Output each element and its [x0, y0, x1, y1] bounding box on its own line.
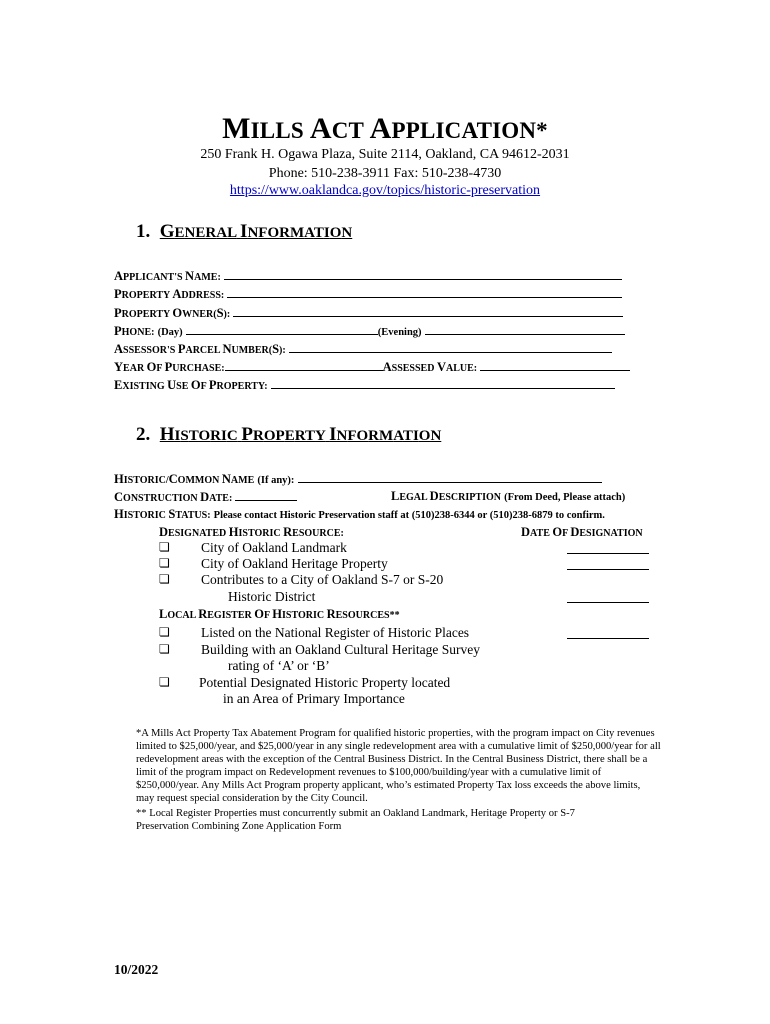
footnote-line: ** Local Register Properties must concurrently submit an Oakland Landmark, Heritage Property or S-7 [136, 808, 575, 819]
section-title: GENERAL INFORMATION [159, 221, 353, 242]
existing-use-row [114, 377, 615, 393]
assessed-value-field[interactable] [480, 359, 630, 371]
historic-name-row [114, 471, 602, 487]
heritage-property-date-field[interactable] [567, 557, 649, 570]
designated-heading: DESIGNATED HISTORIC RESOURCE: [159, 525, 344, 539]
historic-name-field[interactable] [298, 471, 602, 483]
applicant-name-field[interactable] [224, 268, 622, 280]
landmark-checkbox[interactable]: ❏ [159, 540, 170, 554]
construction-date-field[interactable] [235, 489, 297, 501]
heritage-property-checkbox[interactable]: ❏ [159, 556, 170, 570]
phone-label: PHONE: [114, 324, 155, 338]
section-general-information [136, 221, 352, 243]
footnote-line: may request special consideration by the City Council. [136, 793, 368, 804]
potential-designated-checkbox[interactable]: ❏ [159, 675, 170, 689]
phone-evening-label: (Evening) [377, 327, 422, 338]
applicant-name-label: APPLICANT'S NAME: [114, 269, 221, 283]
phone-day-label: (Day) [157, 327, 183, 338]
national-register-label: Listed on the National Register of Historic Places [201, 625, 470, 640]
existing-use-label: EXISTING USE OF PROPERTY: [114, 378, 268, 392]
survey-rating-label-cont: rating of ‘A’ or ‘B’ [228, 658, 330, 673]
construction-date-row [114, 489, 297, 505]
date-of-designation-heading: DATE OF DESIGNATION [521, 525, 643, 539]
property-owner-row [114, 305, 623, 321]
national-register-checkbox[interactable]: ❏ [159, 625, 170, 639]
phone-day-field[interactable] [186, 323, 378, 335]
section-historic-property [136, 424, 441, 446]
applicant-name-row [114, 268, 622, 284]
existing-use-field[interactable] [271, 377, 615, 389]
website-link[interactable]: https://www.oaklandca.gov/topics/historic-preservation [229, 183, 541, 198]
footnote-line: limited to $25,000/year, and $25,000/year in any single redevelopment area with a cumulative limit of $250,000/year for all [136, 741, 661, 752]
heritage-property-label: City of Oakland Heritage Property [201, 556, 388, 571]
survey-rating-checkbox[interactable]: ❏ [159, 642, 170, 656]
historic-status-row [114, 507, 605, 522]
year-of-purchase-label: YEAR OF PURCHASE: [114, 360, 225, 374]
phone-fax: Phone: 510-238-3911 Fax: 510-238-4730 [268, 166, 502, 181]
section-title: HISTORIC PROPERTY INFORMATION [159, 424, 442, 445]
property-owner-field[interactable] [233, 305, 623, 317]
footnote-line: *A Mills Act Property Tax Abatement Program for qualified historic properties, with the program impact on City revenues [136, 728, 655, 739]
district-date-field[interactable] [567, 590, 649, 603]
office-address: 250 Frank H. Ogawa Plaza, Suite 2114, Oakland, CA 94612-2031 [200, 147, 570, 162]
potential-designated-label: Potential Designated Historic Property located [199, 675, 451, 690]
section-number: 1. [136, 221, 151, 242]
year-of-purchase-field[interactable] [225, 359, 383, 371]
phone-evening-field[interactable] [425, 323, 625, 335]
footnote-line: Preservation Combining Zone Application Form [136, 821, 342, 832]
apn-row [114, 341, 612, 357]
apn-label: ASSESSOR'S PARCEL NUMBER(S): [114, 342, 286, 356]
property-address-field[interactable] [227, 286, 622, 298]
footnote-line: limit of the program impact on Redevelopment revenues to $100,000/building/year with a cumulative limit of [136, 767, 602, 778]
legal-description-row [391, 489, 625, 504]
footnote-line: redevelopment areas with the exception of the Central Business District. In the Central Business District, there shall be a [136, 754, 648, 765]
property-owner-label: PROPERTY OWNER(S): [114, 306, 231, 320]
district-label-cont: Historic District [228, 589, 316, 604]
district-label: Contributes to a City of Oakland S-7 or S-20 [201, 572, 444, 587]
revision-date: 10/2022 [114, 962, 159, 977]
assessed-value-label: ASSESSED VALUE: [382, 360, 478, 374]
historic-status-label: HISTORIC STATUS: [114, 507, 211, 521]
page-title: MILLS ACT APPLICATION* [222, 112, 548, 145]
if-any-label: (If any): [257, 475, 295, 486]
purchase-row [114, 359, 630, 375]
property-address-row [114, 286, 622, 302]
historic-status-note: Please contact Historic Preservation staff at (510)238-6344 or (510)238-6879 to confirm. [213, 510, 605, 521]
section-number: 2. [136, 424, 151, 445]
landmark-label: City of Oakland Landmark [201, 540, 347, 555]
footnote-line: $250,000/year. Any Mills Act Program property applicant, who’s estimated Property Tax loss exceeds the above limits, [136, 780, 641, 791]
potential-designated-label-cont: in an Area of Primary Importance [223, 691, 405, 706]
landmark-date-field[interactable] [567, 541, 649, 554]
local-register-heading: LOCAL REGISTER OF HISTORIC RESOURCES** [159, 607, 400, 621]
legal-description-note: (From Deed, Please attach) [504, 492, 626, 503]
historic-name-label: HISTORIC/COMMON NAME [114, 472, 255, 486]
legal-description-label: LEGAL DESCRIPTION [391, 489, 501, 503]
phone-row [114, 323, 625, 339]
apn-field[interactable] [289, 341, 612, 353]
national-register-date-field[interactable] [567, 626, 649, 639]
construction-date-label: CONSTRUCTION DATE: [114, 490, 233, 504]
survey-rating-label: Building with an Oakland Cultural Heritage Survey [201, 642, 480, 657]
district-checkbox[interactable]: ❏ [159, 572, 170, 586]
property-address-label: PROPERTY ADDRESS: [114, 287, 225, 301]
